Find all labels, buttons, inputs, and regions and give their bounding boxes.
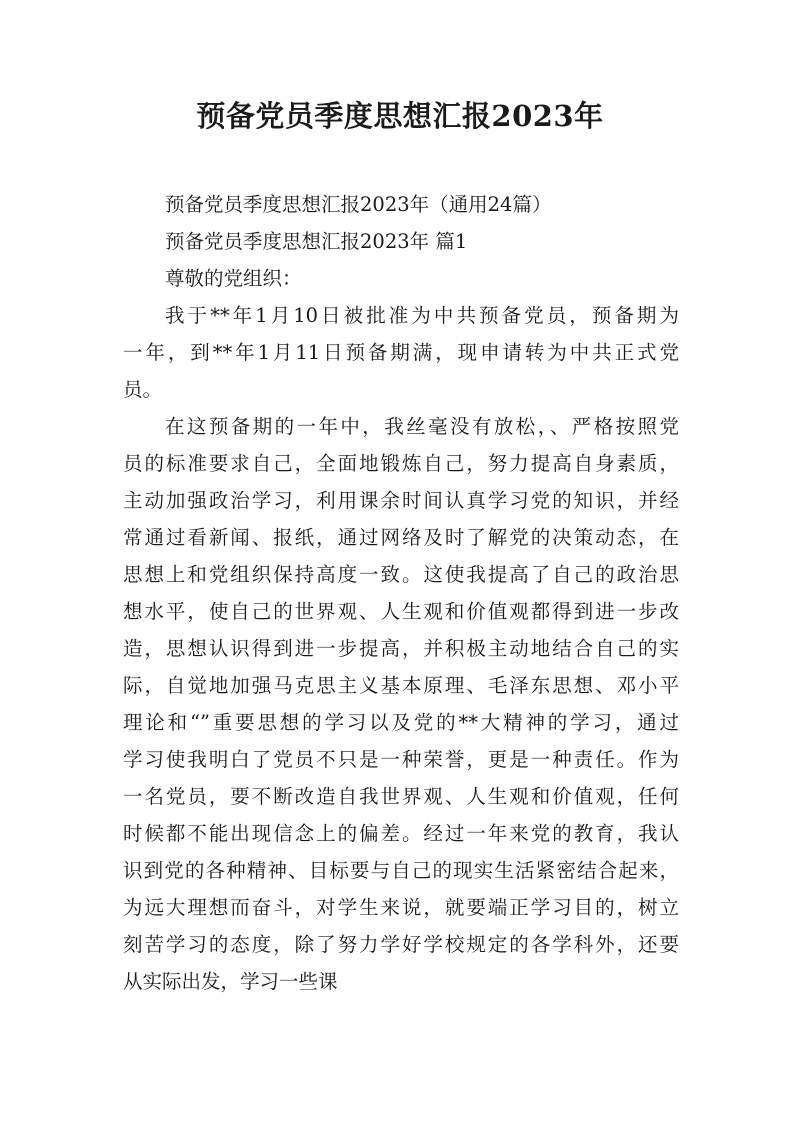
text-line: 思想上和党组织保持高度一致。这使我提高了自己的政治思 [123,563,679,586]
text-line: 际，自觉地加强马克思主义基本原理、毛泽东思想、邓小平 [123,674,679,697]
text-line: 理论和“”重要思想的学习以及党的**大精神的学习，通过 [123,711,679,734]
text-line: 想水平，使自己的世界观、人生观和价值观都得到进一步改 [123,600,679,623]
text-line: 我于**年1月10日被批准为中共预备党员，预备期为 [165,304,679,327]
text-line: 刻苦学习的态度，除了努力学好学校规定的各学科外，还要 [123,933,679,956]
text-line: 一年，到**年1月11日预备期满，现申请转为中共正式党 [123,341,679,364]
text-line: 从实际出发，学习一些课 [123,970,338,993]
document-body [123,186,679,1000]
text-line: 预备党员季度思想汇报2023年 篇1 [165,230,468,253]
text-line: 造，思想认识得到进一步提高，并积极主动地结合自己的实 [123,637,679,660]
text-line: 预备党员季度思想汇报2023年（通用24篇） [165,193,552,216]
text-line: 时候都不能出现信念上的偏差。经过一年来党的教育，我认 [123,822,679,845]
text-line: 尊敬的党组织： [165,267,302,290]
text-line: 一名党员，要不断改造自我世界观、人生观和价值观，任何 [123,785,679,808]
text-line: 员。 [123,378,163,401]
text-line: 常通过看新闻、报纸，通过网络及时了解党的决策动态，在 [123,526,679,549]
text-line: 在这预备期的一年中，我丝毫没有放松，、严格按照党 [165,415,679,438]
text-line: 员的标准要求自己，全面地锻炼自己，努力提高自身素质， [123,452,679,475]
text-line: 识到党的各种精神、目标要与自己的现实生活紧密结合起来， [123,859,679,882]
text-line: 学习使我明白了党员不只是一种荣誉，更是一种责任。作为 [123,748,679,771]
document-title: 预备党员季度思想汇报2023年 [196,99,604,133]
text-line: 为远大理想而奋斗，对学生来说，就要端正学习目的，树立 [123,896,679,919]
text-line: 主动加强政治学习，利用课余时间认真学习党的知识，并经 [123,489,679,512]
